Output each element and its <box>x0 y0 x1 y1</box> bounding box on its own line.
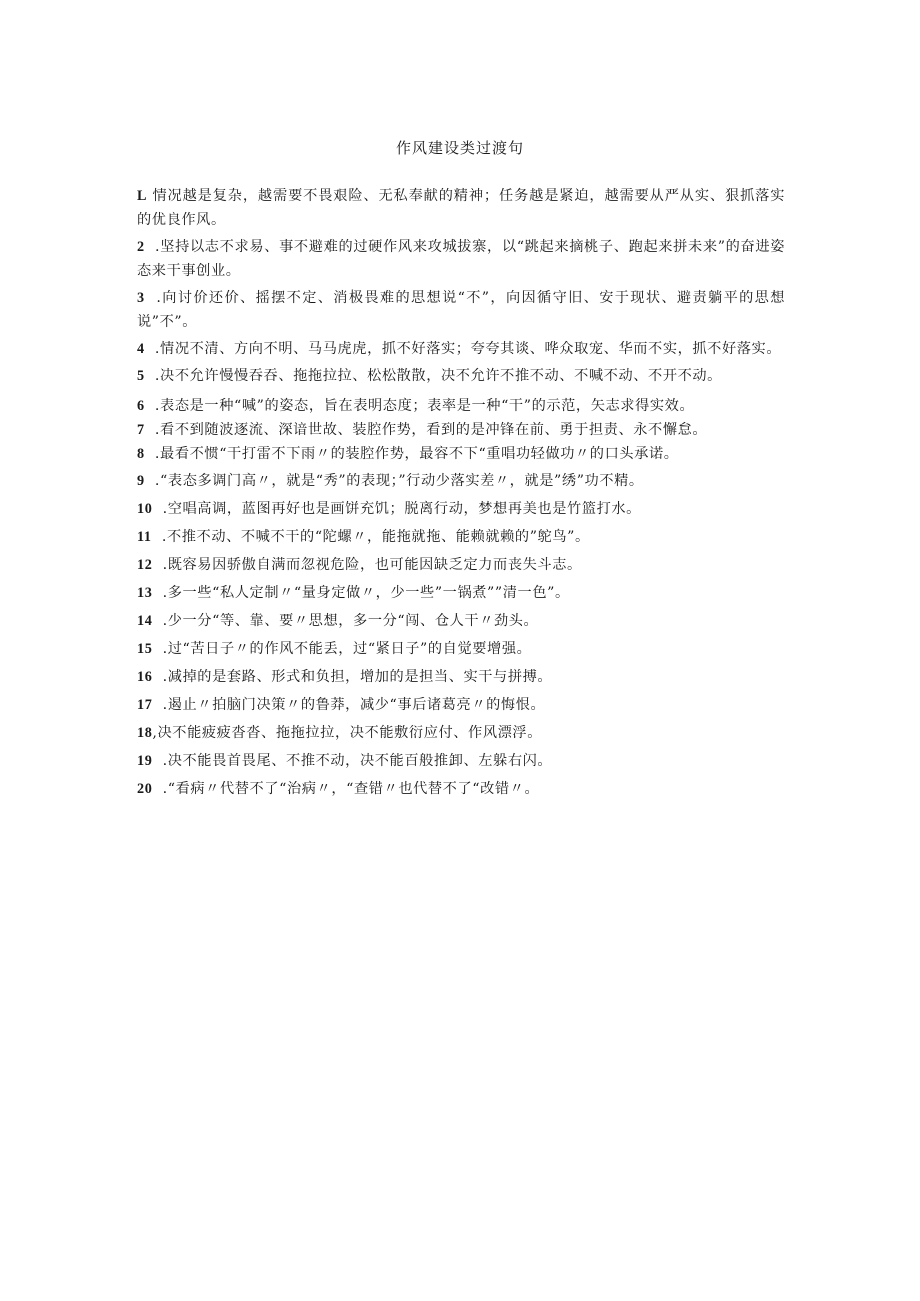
item-list <box>137 184 785 801</box>
item-text: 不推不动、不喊不干的“陀螺〃，能拖就拖、能赖就赖的”鸵鸟”。 <box>166 529 590 545</box>
list-item <box>137 749 785 773</box>
item-separator: . <box>152 641 168 657</box>
list-item <box>137 235 785 283</box>
item-text: 情况越是复杂，越需要不畏艰险、无私奉献的精神；任务越是紧迫，越需要从严从实、狠抓落实的优良作风。 <box>137 188 785 228</box>
item-text: 既容易因骄傲自满而忽视危险，也可能因缺乏定力而丧失斗志。 <box>167 557 582 573</box>
item-separator: . <box>144 446 161 462</box>
item-text: 少一分“等、靠、要〃思想，多一分“闯、仓人干〃劲头。 <box>167 613 539 629</box>
list-item <box>137 469 785 493</box>
item-text: 减掉的是套路、形式和负担，增加的是担当、实干与拼搏。 <box>167 669 553 685</box>
item-text: 坚持以志不求易、事不避难的过硬作风来攻城拔寨，以“跳起来摘桃子、跑起来拼未来”的奋进姿态来干事创业。 <box>137 239 785 279</box>
item-text: 情况不清、方向不明、马马虎虎，抓不好落实；夸夸其谈、哗众取宠、华而不实，抓不好落实。 <box>160 341 782 357</box>
list-item <box>137 721 785 745</box>
item-text: 决不能疲疲沓沓、拖拖拉拉，决不能敷衍应付、作风漂浮。 <box>157 725 542 741</box>
list-item <box>137 418 785 442</box>
item-separator: . <box>144 398 161 414</box>
list-item <box>137 581 785 605</box>
item-number: L <box>137 188 148 204</box>
item-separator: . <box>152 613 168 629</box>
list-item <box>137 665 785 689</box>
page-title: 作风建设类过渡句 <box>395 139 524 157</box>
item-text: 决不能畏首畏尾、不推不动，决不能百般推卸、左躲右闪。 <box>167 753 553 769</box>
list-item <box>137 337 785 361</box>
list-item <box>137 637 785 661</box>
item-text: “表态多调门高〃，就是“秀”的表现；”行动少落实差〃，就是”绣”功不精。 <box>160 473 644 489</box>
item-separator: . <box>152 585 168 601</box>
item-text: 多一些“私人定制〃“量身定做〃，少一些”一锅煮””清一色”。 <box>167 585 570 601</box>
item-separator: . <box>152 669 168 685</box>
item-separator: . <box>144 422 161 438</box>
item-separator: . <box>144 239 161 255</box>
item-number: 5 <box>137 368 145 384</box>
list-item <box>137 777 785 801</box>
item-separator: . <box>144 290 162 306</box>
list-item <box>137 442 785 466</box>
item-number: 16 <box>137 669 153 685</box>
item-number: 15 <box>137 641 153 657</box>
list-item <box>137 693 785 717</box>
item-text: 最看不惯“干打雷不下雨〃的装腔作势，最容不下“重唱功轻做功〃的口头承诺。 <box>160 446 679 462</box>
list-item <box>137 394 785 418</box>
item-separator: . <box>144 368 161 384</box>
item-number: 14 <box>137 613 153 629</box>
item-number: 6 <box>137 398 145 414</box>
list-item <box>137 286 785 334</box>
item-number: 3 <box>137 290 145 306</box>
item-text: “看病〃代替不了“治病〃，“查错〃也代替不了“改错〃。 <box>167 781 540 797</box>
list-item <box>137 553 785 577</box>
item-separator: . <box>152 557 168 573</box>
item-text: 向讨价还价、摇摆不定、消极畏难的思想说“不”，向因循守旧、安于现状、避责躺平的思想说”不”。 <box>137 290 785 330</box>
item-number: 7 <box>137 422 145 438</box>
item-separator: . <box>152 501 168 517</box>
item-separator: . <box>152 753 168 769</box>
item-separator: , <box>152 725 158 741</box>
item-number: 20 <box>137 781 153 797</box>
item-number: 2 <box>137 239 145 255</box>
item-text: 看不到随波逐流、深谙世故、装腔作势，看到的是冲锋在前、勇于担责、永不懈怠。 <box>160 422 708 438</box>
item-number: 13 <box>137 585 153 601</box>
item-number: 10 <box>137 501 153 517</box>
list-item <box>137 609 785 633</box>
item-text: 决不允许慢慢吞吞、拖拖拉拉、松松散散，决不允许不推不动、不喊不动、不开不动。 <box>160 368 722 384</box>
item-number: 17 <box>137 697 153 713</box>
item-number: 12 <box>137 557 153 573</box>
item-separator: . <box>151 529 167 545</box>
list-item <box>137 184 785 232</box>
item-separator: . <box>144 473 161 489</box>
item-text: 过“苦日子〃的作风不能丢，过“紧日子”的自觉要增强。 <box>167 641 532 657</box>
item-number: 18 <box>137 725 153 741</box>
item-number: 11 <box>137 529 152 545</box>
list-item <box>137 497 785 521</box>
item-separator: . <box>152 781 168 797</box>
list-item <box>137 364 785 388</box>
item-number: 9 <box>137 473 145 489</box>
item-text: 表态是一种“喊”的姿态，旨在表明态度；表率是一种“干”的示范，矢志求得实效。 <box>160 398 695 414</box>
list-item <box>137 525 785 549</box>
item-number: 19 <box>137 753 153 769</box>
item-separator: . <box>144 341 161 357</box>
item-number: 8 <box>137 446 145 462</box>
item-separator: . <box>152 697 168 713</box>
item-text: 空唱高调，蓝图再好也是画饼充饥；脱离行动，梦想再美也是竹篮打水。 <box>167 501 641 517</box>
item-number: 4 <box>137 341 145 357</box>
item-text: 遏止〃拍脑门决策〃的鲁莽，减少“事后诸葛亮〃的悔恨。 <box>167 697 546 713</box>
